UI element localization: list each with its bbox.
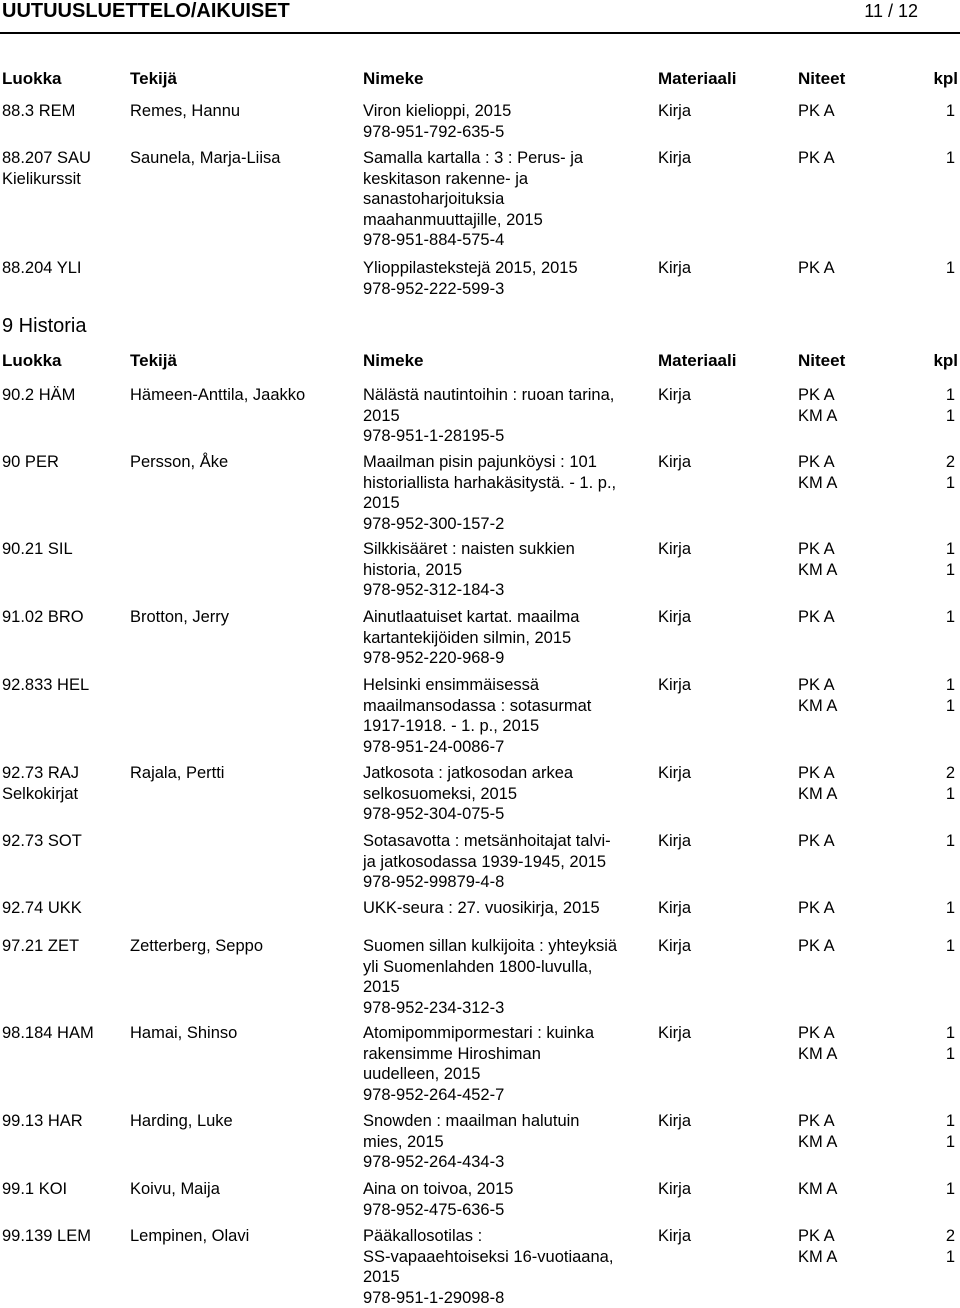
material: Kirja <box>658 540 692 558</box>
title-isbn <box>363 101 648 142</box>
title-line: Silkkisääret : naisten sukkien <box>363 540 575 558</box>
copies-location <box>798 675 878 716</box>
title-line: 978-952-220-968-9 <box>363 649 505 668</box>
class-code <box>2 763 127 804</box>
count-line: 2 <box>945 1227 955 1245</box>
author: Hämeen-Anttila, Jaakko <box>130 386 306 404</box>
title-isbn <box>363 675 648 757</box>
author: Brotton, Jerry <box>130 608 230 626</box>
title-line: 978-952-312-184-3 <box>363 581 505 600</box>
title-isbn <box>363 831 648 893</box>
column-header-niteet: Niteet <box>798 69 846 88</box>
copies-count <box>935 385 955 426</box>
column-header-nimeke: Nimeke <box>363 69 424 88</box>
class-code <box>2 452 127 473</box>
copies-location <box>798 101 878 122</box>
title-line: mies, 2015 <box>363 1132 444 1151</box>
location-line: PK A <box>798 386 835 404</box>
copies-location <box>798 607 878 628</box>
class-code <box>2 148 127 189</box>
count-line: 1 <box>945 1024 955 1042</box>
copies-location <box>798 452 878 493</box>
author: Hamai, Shinso <box>130 1024 238 1042</box>
class-code <box>2 539 127 560</box>
class-code <box>2 898 127 919</box>
copies-count <box>935 1111 955 1152</box>
copies-location <box>798 148 878 169</box>
class-code <box>2 675 127 696</box>
copies-count <box>935 831 955 852</box>
header-divider <box>0 32 960 34</box>
title-line: ja jatkosodassa 1939-1945, 2015 <box>363 852 607 871</box>
copies-location <box>798 763 878 804</box>
title-isbn <box>363 936 648 1018</box>
copies-location <box>798 831 878 852</box>
title-isbn <box>363 763 648 825</box>
count-line: 1 <box>945 899 955 917</box>
title-line: uudelleen, 2015 <box>363 1065 481 1084</box>
class-code-line: 92.74 UKK <box>2 899 82 917</box>
location-line: PK A <box>798 259 835 277</box>
class-code <box>2 101 127 122</box>
title-isbn <box>363 148 648 251</box>
count-line: 1 <box>945 386 955 404</box>
material: Kirja <box>658 608 692 626</box>
title-isbn <box>363 539 648 601</box>
title-line: 978-952-99879-4-8 <box>363 873 505 892</box>
class-code-line: 90.2 HÄM <box>2 386 76 404</box>
count-line: 1 <box>945 1180 955 1198</box>
location-line: KM A <box>798 1044 838 1063</box>
count-line: 1 <box>945 259 955 277</box>
location-line: KM A <box>798 406 838 425</box>
copies-location <box>798 385 878 426</box>
class-code-line: Selkokirjat <box>2 784 79 803</box>
location-line: PK A <box>798 764 835 782</box>
title-line: selkosuomeksi, 2015 <box>363 784 518 803</box>
count-line: 2 <box>945 764 955 782</box>
title-line: Samalla kartalla : 3 : Perus- ja <box>363 149 584 167</box>
copies-count <box>935 898 955 919</box>
count-line: 1 <box>945 1112 955 1130</box>
copies-location <box>798 258 878 279</box>
material: Kirja <box>658 676 692 694</box>
column-header-tekija: Tekijä <box>130 351 177 370</box>
location-line: PK A <box>798 540 835 558</box>
count-line: 1 <box>945 102 955 120</box>
author: Saunela, Marja-Liisa <box>130 149 281 167</box>
title-line: Helsinki ensimmäisessä <box>363 676 540 694</box>
title-line: sanastoharjoituksia <box>363 190 505 209</box>
material: Kirja <box>658 149 692 167</box>
material: Kirja <box>658 937 692 955</box>
title-line: 2015 <box>363 494 400 513</box>
location-line: KM A <box>798 473 838 492</box>
location-line: KM A <box>798 1132 838 1151</box>
title-isbn <box>363 1111 648 1173</box>
count-line: 2 <box>945 453 955 471</box>
column-header-kpl: kpl <box>933 351 958 370</box>
title-line: keskitason rakenne- ja <box>363 169 529 188</box>
title-line: 1917-1918. - 1. p., 2015 <box>363 717 540 736</box>
title-line: Sotasavotta : metsänhoitajat talvi- <box>363 832 611 850</box>
location-line: KM A <box>798 560 838 579</box>
class-code-line: Kielikurssit <box>2 169 81 188</box>
location-line: PK A <box>798 102 835 120</box>
copies-count <box>935 148 955 169</box>
title-line: 978-952-264-434-3 <box>363 1153 505 1172</box>
copies-count <box>935 763 955 804</box>
class-code <box>2 1179 127 1200</box>
location-line: PK A <box>798 1112 835 1130</box>
count-line: 1 <box>945 473 955 492</box>
class-code <box>2 385 127 406</box>
title-line: 978-951-24-0086-7 <box>363 737 505 756</box>
title-line: UKK-seura : 27. vuosikirja, 2015 <box>363 899 600 917</box>
location-line: KM A <box>798 696 838 715</box>
title-line: Viron kielioppi, 2015 <box>363 102 512 120</box>
title-isbn <box>363 898 648 919</box>
copies-location <box>798 1023 878 1064</box>
copies-count <box>935 1023 955 1064</box>
title-line: kartantekijöiden silmin, 2015 <box>363 628 572 647</box>
column-header-row <box>0 68 960 90</box>
copies-count <box>935 607 955 628</box>
page-number: 11 / 12 <box>864 1 918 21</box>
title-line: 2015 <box>363 406 400 425</box>
count-line: 1 <box>945 832 955 850</box>
title-line: 2015 <box>363 978 400 997</box>
location-line: PK A <box>798 149 835 167</box>
title-line: Snowden : maailman halutuin <box>363 1112 580 1130</box>
copies-location <box>798 1226 878 1267</box>
title-line: rakensimme Hiroshiman <box>363 1044 541 1063</box>
material: Kirja <box>658 1180 692 1198</box>
material: Kirja <box>658 386 692 404</box>
title-line: Ylioppilastekstejä 2015, 2015 <box>363 259 578 277</box>
count-line: 1 <box>945 676 955 694</box>
count-line: 1 <box>945 149 955 167</box>
title-line: historia, 2015 <box>363 560 463 579</box>
location-line: PK A <box>798 832 835 850</box>
copies-count <box>935 1179 955 1200</box>
location-line: KM A <box>798 1180 838 1198</box>
copies-location <box>798 539 878 580</box>
copies-location <box>798 1179 878 1200</box>
title-isbn <box>363 1023 648 1105</box>
title-line: SS-vapaaehtoiseksi 16-vuotiaana, <box>363 1247 614 1266</box>
title-line: 978-951-884-575-4 <box>363 231 505 250</box>
section-title: 9 Historia <box>2 315 87 337</box>
material: Kirja <box>658 832 692 850</box>
author: Rajala, Pertti <box>130 764 225 782</box>
copies-count <box>935 452 955 493</box>
count-line: 1 <box>945 608 955 626</box>
title-isbn <box>363 258 648 299</box>
title-line: 978-952-475-636-5 <box>363 1200 505 1219</box>
copies-count <box>935 539 955 580</box>
title-line: historiallista harhakäsitystä. - 1. p., <box>363 473 617 492</box>
column-header-row <box>0 350 960 372</box>
count-line: 1 <box>945 540 955 558</box>
author: Lempinen, Olavi <box>130 1227 250 1245</box>
material: Kirja <box>658 259 692 277</box>
class-code-line: 99.139 LEM <box>2 1227 91 1245</box>
material: Kirja <box>658 764 692 782</box>
page-title: UUTUUSLUETTELO/AIKUISET <box>2 0 290 22</box>
copies-location <box>798 898 878 919</box>
title-line: Suomen sillan kulkijoita : yhteyksiä <box>363 937 618 955</box>
count-line: 1 <box>945 1132 955 1151</box>
copies-location <box>798 1111 878 1152</box>
title-line: Aina on toivoa, 2015 <box>363 1180 514 1198</box>
title-isbn <box>363 1179 648 1220</box>
title-line: 2015 <box>363 1268 400 1287</box>
location-line: KM A <box>798 784 838 803</box>
class-code-line: 92.73 SOT <box>2 832 82 850</box>
count-line: 1 <box>945 784 955 803</box>
copies-count <box>935 258 955 279</box>
location-line: PK A <box>798 608 835 626</box>
title-line: Nälästä nautintoihin : ruoan tarina, <box>363 386 615 404</box>
class-code-line: 88.204 YLI <box>2 259 82 277</box>
author: Remes, Hannu <box>130 102 241 120</box>
column-header-materiaali: Materiaali <box>658 351 737 370</box>
column-header-materiaali: Materiaali <box>658 69 737 88</box>
class-code-line: 91.02 BRO <box>2 608 84 626</box>
material: Kirja <box>658 102 692 120</box>
title-line: 978-952-304-075-5 <box>363 805 505 824</box>
title-isbn <box>363 452 648 534</box>
class-code-line: 90.21 SIL <box>2 540 73 558</box>
title-line: yli Suomenlahden 1800-luvulla, <box>363 957 593 976</box>
class-code-line: 98.184 HAM <box>2 1024 94 1042</box>
class-code <box>2 936 127 957</box>
title-line: 978-952-222-599-3 <box>363 279 505 298</box>
title-isbn <box>363 1226 648 1308</box>
column-header-nimeke: Nimeke <box>363 351 424 370</box>
copies-count <box>935 1226 955 1267</box>
location-line: PK A <box>798 1024 835 1042</box>
location-line: PK A <box>798 453 835 471</box>
material: Kirja <box>658 899 692 917</box>
title-line: maailmansodassa : sotasurmat <box>363 696 592 715</box>
title-line: Jatkosota : jatkosodan arkea <box>363 764 574 782</box>
column-header-kpl: kpl <box>933 69 958 88</box>
class-code-line: 92.833 HEL <box>2 676 90 694</box>
title-line: 978-952-264-452-7 <box>363 1085 505 1104</box>
material: Kirja <box>658 1227 692 1245</box>
location-line: PK A <box>798 899 835 917</box>
count-line: 1 <box>945 1044 955 1063</box>
title-line: maahanmuuttajille, 2015 <box>363 210 543 229</box>
count-line: 1 <box>945 1247 955 1266</box>
title-line: 978-951-1-28195-5 <box>363 427 505 446</box>
author: Zetterberg, Seppo <box>130 937 263 955</box>
class-code <box>2 1111 127 1132</box>
title-isbn <box>363 607 648 669</box>
column-header-tekija: Tekijä <box>130 69 177 88</box>
material: Kirja <box>658 453 692 471</box>
title-line: Maailman pisin pajunköysi : 101 <box>363 453 597 471</box>
count-line: 1 <box>945 696 955 715</box>
class-code-line: 88.207 SAU <box>2 149 91 167</box>
column-header-niteet: Niteet <box>798 351 846 370</box>
title-line: Pääkallosotilas : <box>363 1227 483 1245</box>
title-line: 978-951-792-635-5 <box>363 122 505 141</box>
count-line: 1 <box>945 560 955 579</box>
column-header-luokka: Luokka <box>2 69 62 88</box>
class-code <box>2 1023 127 1044</box>
class-code-line: 92.73 RAJ <box>2 764 80 782</box>
class-code-line: 97.21 ZET <box>2 937 80 955</box>
location-line: PK A <box>798 676 835 694</box>
class-code-line: 99.1 KOI <box>2 1180 68 1198</box>
title-line: 978-951-1-29098-8 <box>363 1288 505 1307</box>
copies-count <box>935 936 955 957</box>
title-line: Atomipommipormestari : kuinka <box>363 1024 595 1042</box>
title-line: Ainutlaatuiset kartat. maailma <box>363 608 580 626</box>
copies-count <box>935 675 955 716</box>
count-line: 1 <box>945 406 955 425</box>
location-line: PK A <box>798 937 835 955</box>
copies-location <box>798 936 878 957</box>
material: Kirja <box>658 1112 692 1130</box>
location-line: KM A <box>798 1247 838 1266</box>
author: Persson, Åke <box>130 453 229 471</box>
title-line: 978-952-300-157-2 <box>363 514 505 533</box>
title-line: 978-952-234-312-3 <box>363 998 505 1017</box>
class-code-line: 99.13 HAR <box>2 1112 83 1130</box>
count-line: 1 <box>945 937 955 955</box>
class-code <box>2 607 127 628</box>
class-code <box>2 258 127 279</box>
location-line: PK A <box>798 1227 835 1245</box>
class-code-line: 90 PER <box>2 453 59 471</box>
class-code-line: 88.3 REM <box>2 102 76 120</box>
author: Harding, Luke <box>130 1112 233 1130</box>
title-isbn <box>363 385 648 447</box>
material: Kirja <box>658 1024 692 1042</box>
author: Koivu, Maija <box>130 1180 220 1198</box>
class-code <box>2 1226 127 1247</box>
copies-count <box>935 101 955 122</box>
column-header-luokka: Luokka <box>2 351 62 370</box>
class-code <box>2 831 127 852</box>
